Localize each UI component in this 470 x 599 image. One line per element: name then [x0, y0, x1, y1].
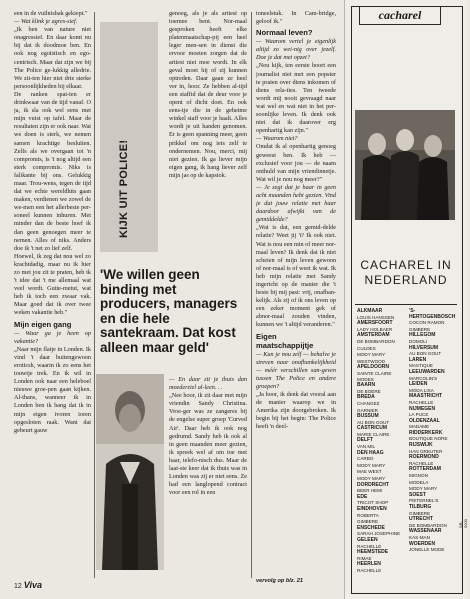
store-city: APELDOORN — [357, 364, 389, 371]
portrait-image — [96, 374, 164, 570]
store-city: DELFT — [357, 437, 374, 444]
article-paragraph: Hoewel, ik zeg dat nou wel zo krachtdadig, maar nu ik hier zo met jou zit te praten, heb ik 't idee dat 't me allemaal wat veel wordt. Gutte-metut, wat heb ik toch een zwaar vak. Maar goed dat ik over twee weken vakantie heb." — [14, 252, 91, 317]
col4-part-b — [256, 351, 336, 432]
store-name: JONELLE MODE — [409, 547, 445, 553]
store-name: COCON RAMON — [409, 320, 445, 326]
store-city: MAASTRICHT — [409, 393, 443, 400]
store-name: RACHELLE — [409, 399, 434, 405]
page-footer — [14, 580, 42, 590]
store-name: DE BOMBARDON — [409, 522, 447, 528]
col4-intro — [256, 10, 336, 26]
store-city: EINDHOVEN — [357, 506, 387, 512]
store-name: CARBO — [357, 456, 374, 462]
store-city: ALKMAAR — [357, 308, 383, 314]
store-city: LEEUWARDEN — [409, 368, 445, 375]
store-city: UTRECHT — [409, 516, 433, 523]
ad-title-line-2: NEDERLAND — [364, 273, 448, 287]
store-name: SARAH JOSEPHINE — [357, 531, 401, 537]
article-paragraph: een in de vuilnisbak gekiept." — [14, 10, 88, 17]
store-name: MODY MARY — [409, 486, 438, 492]
continued-note: vervolg op blz. 21 — [256, 578, 303, 584]
store-name: RIMAE — [357, 555, 372, 561]
store-city: BUSSUM — [357, 413, 379, 420]
store-name: MODA LISA — [409, 387, 434, 393]
store-name: DE BOMBARDON — [357, 338, 395, 344]
store-name: WESTWOOD — [357, 358, 386, 364]
store-name: DE BOERE — [357, 388, 381, 394]
store-name: MODELA — [409, 479, 429, 485]
store-city: AMSTERDAM — [357, 332, 390, 339]
store-city: AMERSFOORT — [357, 320, 393, 327]
store-name: GIMBERE — [409, 510, 431, 516]
store-city: HILVERSUM — [409, 344, 439, 351]
article-paragraph: „Naar mijn flatje in Londen. Ik vind 't daar buitengewoon eroticsh, waarin ik zo eens het touwtje trek. En ik wil in Londen ook naar een heleboel nieuwe groe-pen gaan kijken. Al-thans, wanneer ik in Londen ben ik bang dat ik in mijn eigen ivoren toren opgesloten raak. Want dat gebeurt gauw — [14, 345, 91, 434]
store-city: WOERDEN — [409, 540, 436, 547]
ad-photo-image — [355, 110, 455, 220]
article-paragraph: genoeg, als je als artiest op toernee bent. Nor-maal gesproken heeft elke platenmaatschap-pij een heel leger men-sen in dienst die ervoor moeten zorgen dat de artiest niet moe wordt. In elk geval moet hij of zij kunnen optreden. Daar gaan ze heel ver in, hoor. Ze hebben al-tijd een staffid dat de deur voor je opent of dicht doet. En ook eens-tje die in de geheime winkel staff voor je haalt. Alles wordt je uit handen genomen. Er is geen spanning meer, geen prikkel om nog iets zelf te ondernemen. Nou, merci, mij niet gezien. Ik ga liever mijn eigen gang, ik hang liever zelf mijn jas op de kapstok. — [169, 10, 247, 179]
store-city: SOEST — [409, 491, 426, 498]
store-name: MAE WEST — [357, 469, 382, 475]
store-name: MASTIQUE — [409, 363, 433, 369]
store-name: AU BON GOUT — [409, 351, 442, 357]
column-rule — [94, 12, 95, 578]
article-paragraph: — Kun je nou zelf — behalve je streven naar onafhankelijkheid — méér verschillen san-geven tussen The Police en andere groepen? — [256, 350, 336, 390]
store-name: VAN MIL — [357, 444, 376, 450]
section-heading-eigen-maatschappijtje: Eigen maatschappijtje — [256, 331, 314, 350]
article-paragraph: — Je zegt dat je haar in geen acht maanden hebt gezien. Vind je dat jouw relatie met haar daardoor afwijkt van de gemiddelde? — [256, 183, 336, 224]
store-name: DOMOLI — [409, 338, 428, 344]
article-paragraph: — Waarom niet? — [256, 135, 298, 143]
ad-divider — [355, 304, 457, 305]
store-name: MARCOLIN'S — [409, 375, 438, 381]
store-city: TILBURG — [409, 504, 432, 510]
store-city: RIJSWIJK — [409, 442, 433, 449]
store-name: RACHELLE — [357, 543, 382, 549]
store-city: RIDDERKERK — [409, 429, 443, 436]
article-paragraph: De ranken spat-ten er drinkwaar van de tijd vanaf. O ja, ik sla ook wel eens met mijn vuist op tafel. Maar de resultaten zijn er ook naar. Wat we doen is sterk, we nemen samen krachtige besluiten. Zelfs als we overgaan tot 'n compromis, is 't nog altijd een sterk compromis. Niks is falikante bij ons. Gelukkig maar. Trou-wens, tegen de tijd dat we echte wereldhits gaan maken, verdienen we zowel de we-men een het allerbeste per-soneel kunnen inhuren. Met minder dan de beste hoef ik dan geen genoegen meer te nemen. Alles of niks. Anders doe ik 't net zo lief zelf. — [14, 90, 91, 252]
magazine-name: Viva — [23, 580, 42, 590]
store-name: SAINTE CLAIRE MODES — [357, 370, 392, 382]
store-name: LADY HOLBAER — [357, 326, 393, 332]
section-heading-mijn-eigen-gang: Mijn eigen gang — [14, 319, 72, 329]
store-city: GELEEN — [357, 536, 378, 543]
store-name: KAS-MAN — [409, 534, 430, 540]
article-paragraph: „Ik ben van nature niet onagressief. En daar komt nu bij dat ik doodmoe ben. En ook nog egoïstisch en ego-centrisch. Maar dat zijn we bij The Police ge-lukkig alledrie. We zit-ten hier niet drie sterke persoonlijkheden bij elkaar. — [14, 26, 91, 90]
article-paragraph: toneelstuk. In Cam-bridge, geloof ik." — [256, 10, 336, 26]
article-column-4 — [256, 10, 336, 578]
article-paragraph: — Waarom vertel je eigenlijk altijd zo wei-nig over jezelf. Doe je dat met opzet? — [256, 38, 336, 62]
article-paragraph: — Wat klink je agres-sief. — [14, 18, 78, 26]
store-name: MODY MARY — [357, 462, 386, 468]
col4-part-a — [256, 38, 336, 329]
store-list-right — [409, 309, 461, 554]
column-title-vertical: KIJK UIT POLICE! — [118, 139, 130, 238]
article-column-3-bottom — [169, 376, 247, 576]
ad-title — [351, 258, 461, 288]
store-name: PIETERNEL'S — [409, 498, 439, 504]
ad-photo — [355, 110, 455, 220]
store-city: NIJMEGEN — [409, 405, 436, 412]
article-paragraph: „Nou kijk, ten eerste hoort een journalist niet met een popster te praten over diens inkomen of diens rela-ties. Ten tweede wordt mij nooit gevraagd naar wat wel en wat niet in het per-soonlijke leven. Ik denk ook niet dat ik daarover erg openhartig kan zijn." — [256, 62, 336, 135]
pull-quote: 'We willen geen binding met producers, managers en die hele santekraam. Dat kost alleen maar geld' — [100, 267, 238, 355]
store-name: LA PUCE — [409, 412, 429, 418]
store-name: MODY MARY — [357, 476, 386, 482]
store-city: ROERMOND — [409, 454, 439, 461]
column-rule — [251, 12, 252, 578]
cacharel-logo: cacharel — [359, 6, 441, 25]
store-name: MADAME — [409, 424, 430, 430]
article-paragraph: „Wat is dat, een gemid-delde relatie? Weet jij 't? Ik ook niet. Wat is nou een min of meer nor-maal leven? Ik denk dat ik niet scheien of mijn leven gewoon of nor-maal is of weet ik wat. Ik heb mijn relatie met Sandy ingericht op de manier die 't beste bij mij past: vrij, onafhan-kelijk. Als zij of ik ons leven op een zeker moment gek of abnor-maal zouden vinden, kunnen we 't altijd veranderen." — [256, 224, 336, 329]
section-heading-normaal-leven: Normaal leven? — [256, 28, 313, 38]
store-name: ROBERTA — [357, 512, 379, 518]
store-city: 'S-HERTOGENBOSCH — [409, 308, 456, 320]
article-paragraph: Omdat ik al openhartig genoeg geweest ben. Ik heb — exclusief voor jou — de naam onthuld van mijn vriendinnetje. Wat wil je nou nog meer?" — [256, 143, 336, 183]
store-name: BOUTIQUE NORE — [409, 436, 448, 442]
store-name: MARIE CLAIRE — [357, 431, 390, 437]
store-name: GIMBERE — [409, 326, 431, 332]
store-name: HAN GREUTER — [409, 448, 443, 454]
store-name: AU BON GOUT — [357, 419, 390, 425]
cacharel-advertisement — [344, 0, 467, 599]
store-city: DORDRECHT — [357, 481, 389, 488]
store-city: HEEMSTEDE — [357, 549, 389, 556]
store-name: MODY MARY — [357, 352, 386, 358]
store-city: DEN HAAG — [357, 449, 384, 456]
col1-bottom — [14, 330, 91, 435]
page-number: 12 — [14, 583, 22, 590]
ad-title-line-1: CACHAREL IN — [360, 258, 452, 272]
store-city: OLDENZAAL — [409, 417, 440, 424]
ad-code: SR-5000 — [458, 519, 468, 528]
article-paragraph: — Waar ga je heen op vakantie? — [14, 329, 91, 345]
col1-top — [14, 10, 91, 318]
store-city: BREDA — [357, 394, 375, 401]
store-name: TRICOT SHOP — [357, 500, 389, 506]
store-city: ENSCHEDE — [357, 524, 385, 531]
article-paragraph: — En daar zit je thuis dan moederziel al-leen. . . — [169, 376, 247, 392]
store-city: EDE — [357, 493, 368, 500]
store-city: HEERLEN — [357, 561, 381, 568]
store-city: WASSENAAR — [409, 528, 442, 535]
store-city: LAREN — [409, 356, 427, 363]
portrait-photo — [96, 374, 164, 570]
store-city: LEIDEN — [409, 381, 428, 388]
store-name: MIGNON — [409, 473, 428, 479]
store-name: CULDES — [357, 345, 376, 351]
store-name: RACHELLE — [357, 567, 382, 573]
store-name: BEER HEMI — [357, 488, 383, 494]
article-column-1 — [14, 10, 91, 578]
article-paragraph: „Ja hoor, ik denk dat vooral aan de manier waarop we in Amerika zijn doorgebroken. Ik begin bij het begin: The Police heeft 'n deel- — [256, 391, 336, 431]
store-name: CHANGEZ — [357, 400, 380, 406]
store-city: ROTTERDAM — [409, 466, 441, 473]
store-city: CASTRICUM — [357, 425, 387, 432]
store-name: GARNIER — [357, 407, 378, 413]
article-column-3-top — [169, 10, 247, 272]
store-city: HILLEGOM — [409, 332, 436, 339]
store-city: BAARN — [357, 382, 376, 389]
store-name: LOUIS HANSSEN — [357, 314, 395, 320]
store-name: GIMBERE — [357, 519, 379, 525]
store-name: RACHELLE — [409, 460, 434, 466]
store-list-left — [357, 309, 409, 575]
article-paragraph: „Nee hoor, ik zit daar met mijn vriendin Sandy Christina. Vroe-ger was ze zangeres bij de engelse super groep 'Curved Air'. Daar heb ik ook nog gedrumd. Sandy heb ik ook al in geen maanden meer gezien, ik spreek wel af om toe met haar, telefo-nisch dus. Maar de laat-ste keer dat ik thuis was in Londen was zij er niet eens. Ze had een langlopend contract voor een rol in een — [169, 392, 247, 497]
